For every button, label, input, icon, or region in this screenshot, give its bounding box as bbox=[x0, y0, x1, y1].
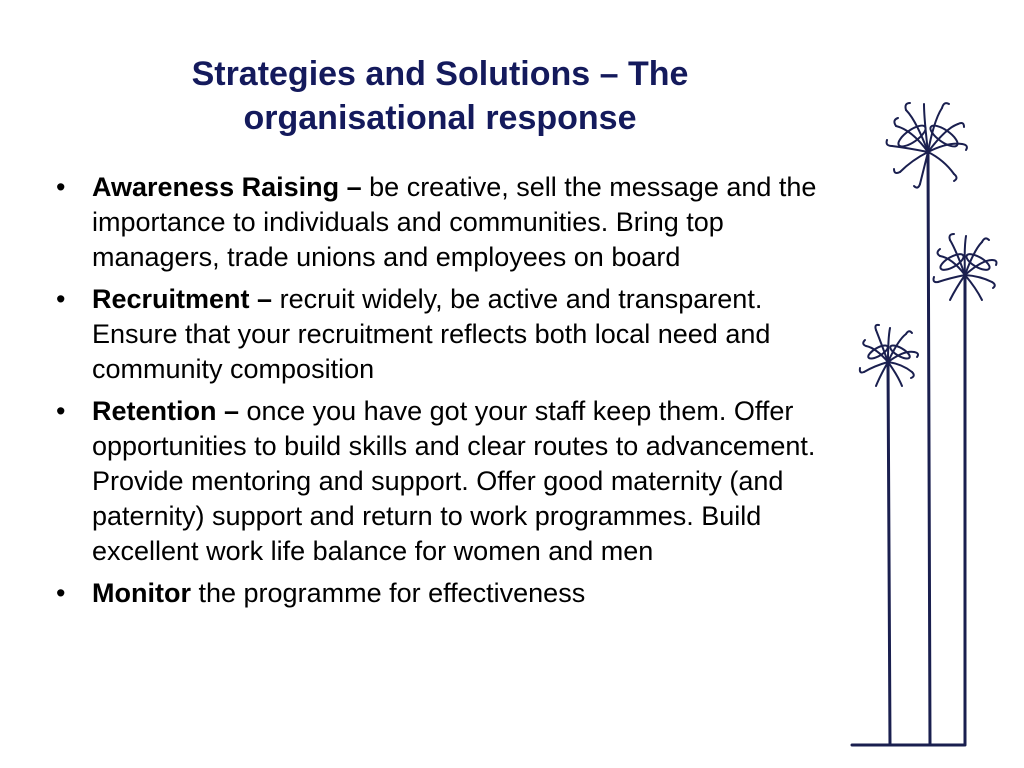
bullet-awareness-raising bbox=[50, 170, 850, 275]
bullet-dot: • bbox=[56, 172, 66, 202]
bullet-monitor bbox=[50, 576, 850, 611]
bullet-lead: Recruitment – bbox=[92, 284, 273, 314]
bullet-dot: • bbox=[56, 578, 66, 608]
bullet-text: recruit widely, be active and transparent. Ensure that your recruitment reflects both local need and community composition bbox=[92, 284, 771, 384]
title-line-1: Strategies and Solutions – The bbox=[191, 55, 689, 93]
bullet-text: once you have got your staff keep them. Offer opportunities to build skills and clear routes to advancement. Provide mentoring and support. Offer good maternity (and paternity) support and return to work programmes. Build excellent work life balance for women and men bbox=[92, 396, 816, 566]
bullet-list bbox=[50, 170, 850, 618]
slide-title bbox=[110, 52, 770, 140]
bullet-dot: • bbox=[56, 284, 66, 314]
bullet-lead: Monitor bbox=[92, 578, 191, 608]
bullet-text: the programme for effectiveness bbox=[198, 578, 586, 608]
bullet-text: be creative, sell the message and the importance to individuals and communities. Bring top managers, trade unions and employees on board bbox=[92, 172, 817, 272]
agapanthus-flowers-icon bbox=[840, 90, 1024, 760]
bullet-retention bbox=[50, 394, 850, 569]
title-line-2: organisational response bbox=[243, 99, 637, 137]
bullet-lead: Retention – bbox=[92, 396, 240, 426]
bullet-lead: Awareness Raising – bbox=[92, 172, 362, 202]
bullet-dot: • bbox=[56, 396, 66, 426]
bullet-recruitment bbox=[50, 282, 850, 387]
